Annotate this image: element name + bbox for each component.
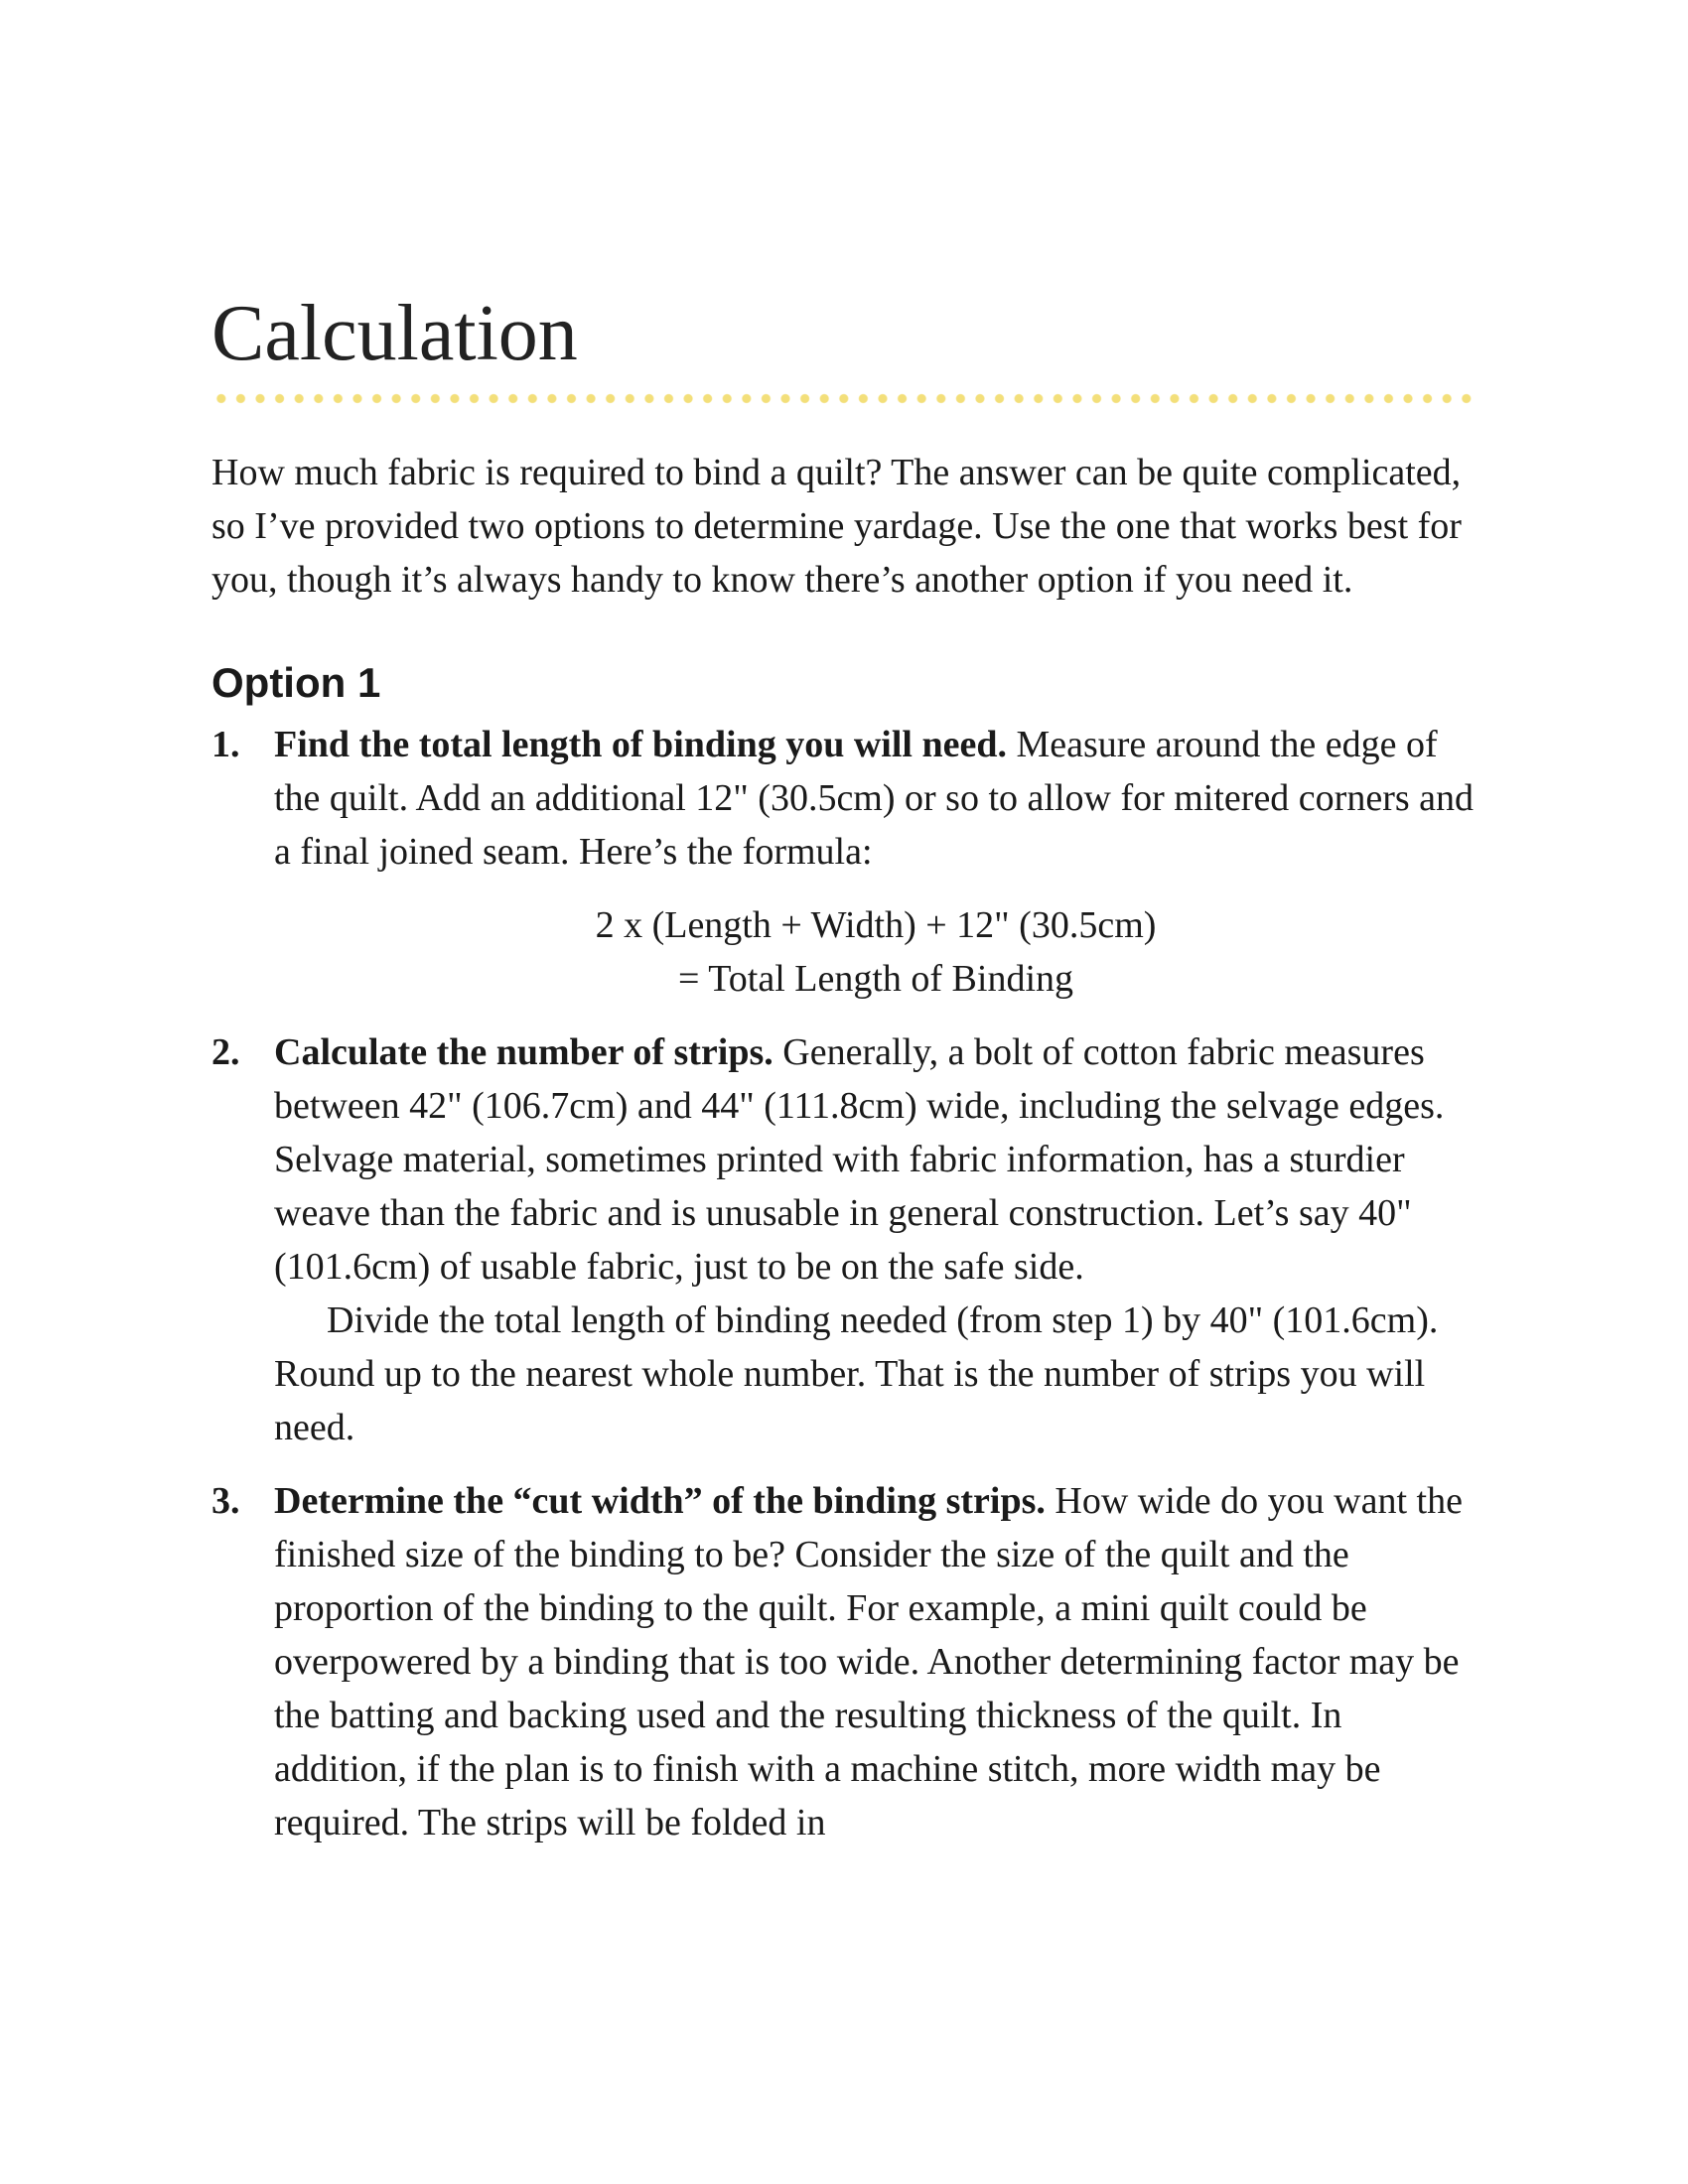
page-title: Calculation — [211, 290, 578, 377]
step-lead: Find the total length of binding you will need. — [274, 724, 1007, 765]
step-number: 1. — [211, 724, 240, 765]
formula — [274, 898, 1477, 1006]
step-body: Measure around the edge of the quilt. Add an additional 12" (30.5cm) or so to allow for mitered corners and a final joined seam. Here’s the formula: — [274, 724, 1475, 873]
step-3 — [211, 1474, 1477, 1849]
page-content — [211, 288, 1477, 1869]
formula-line-2: = Total Length of Binding — [677, 958, 1074, 1000]
step-2 — [211, 1025, 1477, 1454]
step-lead: Calculate the number of strips. — [274, 1031, 774, 1073]
step-number: 3. — [211, 1480, 240, 1522]
dotted-divider — [211, 393, 1477, 404]
step-1 — [211, 718, 1477, 1006]
step-body-continued: Divide the total length of binding needed (from step 1) by 40" (101.6cm). Round up to the nearest whole number. That is the number of strips you will need. — [274, 1299, 1439, 1448]
intro-paragraph: How much fabric is required to bind a quilt? The answer can be quite complicated, so I’ve provided two options to determine yardage. Use the one that works best for you, though it’s always handy to know there’s another option if you need it. — [211, 452, 1462, 601]
step-lead: Determine the “cut width” of the binding strips. — [274, 1480, 1046, 1522]
step-number: 2. — [211, 1031, 240, 1073]
section-heading: Option 1 — [211, 659, 381, 706]
formula-line-1: 2 x (Length + Width) + 12" (30.5cm) — [595, 904, 1157, 946]
step-body: Generally, a bolt of cotton fabric measures between 42" (106.7cm) and 44" (111.8cm) wide, including the selvage edges. Selvage material, sometimes printed with fabric information, has a sturdier weave than the fabric and is unusable in general construction. Let’s say 40" (101.6cm) of usable fabric, just to be on the safe side. — [274, 1031, 1445, 1288]
step-body: How wide do you want the finished size of the binding to be? Consider the size of the quilt and the proportion of the binding to the quilt. For example, a mini quilt could be overpowered by a binding that is too wide. Another determining factor may be the batting and backing used and the resulting thickness of the quilt. In addition, if the plan is to finish with a machine stitch, more width may be required. The strips will be folded in — [274, 1480, 1463, 1843]
steps-list — [211, 718, 1477, 1849]
